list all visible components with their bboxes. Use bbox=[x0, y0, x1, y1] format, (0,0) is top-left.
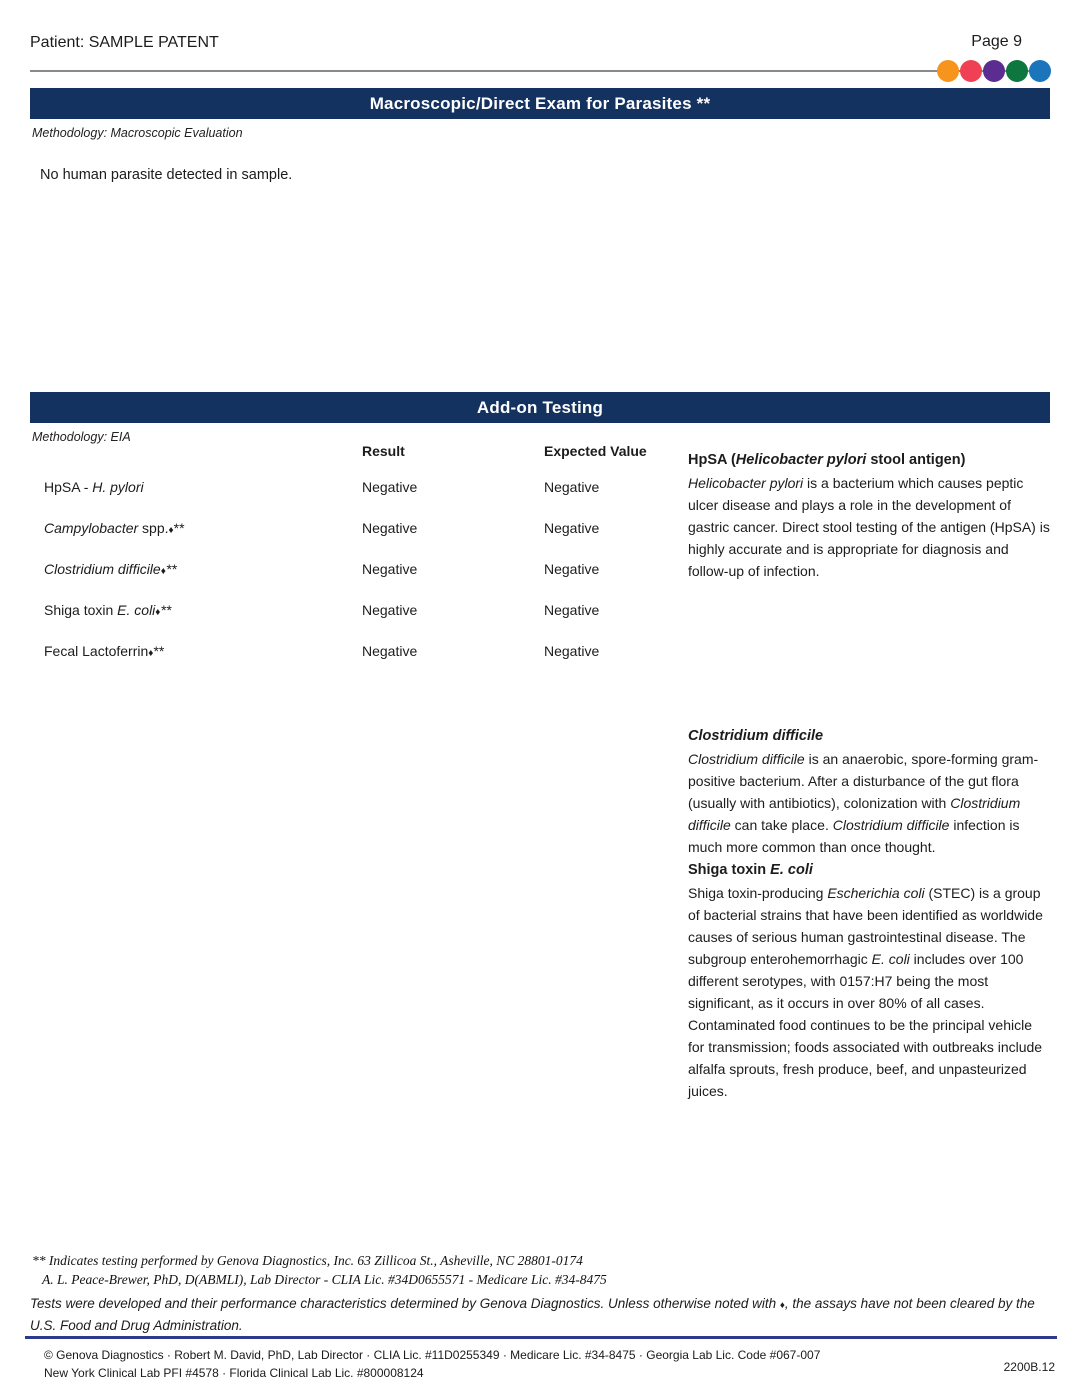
info-heading: Shiga toxin E. coli bbox=[688, 862, 813, 878]
brand-dots-icon bbox=[937, 60, 1051, 82]
result-value: Negative bbox=[362, 602, 418, 618]
addon-results-table bbox=[30, 443, 690, 684]
expected-value: Negative bbox=[544, 602, 600, 618]
info-body: Shiga toxin-producing Escherichia coli (STEC) is a group of bacterial strains that have been identified as worldwide causes of serious human gastrointestinal disease. The subgroup enterohemorrhagic E. coli includes over 100 different serotypes, with 0157:H7 being the most significant, as it occurs in over 80% of all cases. Contaminated food continues to be the principal vehicle for transmission; foods associated with outbreaks include alfalfa sprouts, fresh produce, beef, and unpasteurized juices. bbox=[688, 885, 1043, 1099]
table-row bbox=[44, 602, 690, 643]
header-divider bbox=[30, 70, 1050, 72]
info-heading: HpSA (Helicobacter pylori stool antigen) bbox=[688, 452, 966, 468]
expected-value: Negative bbox=[544, 561, 600, 577]
footer-license-line: © Genova Diagnostics · Robert M. David, PhD, Lab Director · CLIA Lic. #11D0255349 · Medicare Lic. #34-8475 · Georgia Lab Lic. Code #067-007 bbox=[44, 1348, 821, 1362]
result-value: Negative bbox=[362, 561, 418, 577]
expected-value: Negative bbox=[544, 479, 600, 495]
footer-state-license-line: New York Clinical Lab PFI #4578 · Florida Clinical Lab Lic. #800008124 bbox=[44, 1366, 424, 1380]
table-row bbox=[44, 520, 690, 561]
table-row bbox=[44, 643, 690, 684]
footer bbox=[25, 1336, 1057, 1382]
addon-methodology: Methodology: EIA bbox=[32, 430, 131, 444]
brand-dot-red-icon bbox=[960, 60, 982, 82]
result-value: Negative bbox=[362, 520, 418, 536]
test-name: Clostridium difficile♦** bbox=[44, 561, 177, 577]
patient-label: Patient: SAMPLE PATENT bbox=[30, 34, 219, 51]
brand-dot-blue-icon bbox=[1029, 60, 1051, 82]
footnote-fda-disclaimer: Tests were developed and their performance characteristics determined by Genova Diagnostics. Unless otherwise noted with ♦, the assays have not been cleared by the U.S. Food and Drug Administration. bbox=[30, 1296, 1035, 1333]
macroscopic-result-text: No human parasite detected in sample. bbox=[40, 167, 293, 183]
test-name: Fecal Lactoferrin♦** bbox=[44, 643, 165, 659]
expected-value: Negative bbox=[544, 520, 600, 536]
table-header-row bbox=[44, 443, 690, 479]
test-name: HpSA - H. pylori bbox=[44, 479, 144, 495]
brand-dot-orange-icon bbox=[937, 60, 959, 82]
test-name: Shiga toxin E. coli♦** bbox=[44, 602, 172, 618]
info-body: Helicobacter pylori is a bacterium which causes peptic ulcer disease and plays a role in the development of gastric cancer. Direct stool testing of the antigen (HpSA) is highly accurate and is appropriate for diagnosis and follow-up of infection. bbox=[688, 475, 1050, 579]
page-number: Page 9 bbox=[971, 33, 1022, 50]
footnote-lab-director: A. L. Peace-Brewer, PhD, D(ABMLI), Lab Director - CLIA Lic. #34D0655571 - Medicare Lic. #34-8475 bbox=[42, 1272, 607, 1287]
info-section-hpsa bbox=[688, 450, 1052, 582]
info-body: Clostridium difficile is an anaerobic, spore-forming gram-positive bacterium. After a disturbance of the gut flora (usually with antibiotics), colonization with Clostridium difficile can take place. Clostridium difficile infection is much more common than once thought. bbox=[688, 751, 1039, 855]
test-name: Campylobacter spp.♦** bbox=[44, 520, 185, 536]
brand-dot-green-icon bbox=[1006, 60, 1028, 82]
section-banner-addon: Add-on Testing bbox=[30, 392, 1050, 423]
info-heading: Clostridium difficile bbox=[688, 728, 824, 744]
form-code: 2200B.12 bbox=[1003, 1360, 1055, 1374]
macroscopic-methodology: Methodology: Macroscopic Evaluation bbox=[32, 126, 243, 140]
table-row bbox=[44, 561, 690, 602]
result-value: Negative bbox=[362, 643, 418, 659]
expected-value-header: Expected Value bbox=[544, 443, 647, 459]
result-header: Result bbox=[362, 443, 405, 459]
table-row bbox=[44, 479, 690, 520]
footnote-lab-address: ** Indicates testing performed by Genova Diagnostics, Inc. 63 Zillicoa St., Asheville, NC 28801-0174 bbox=[32, 1253, 583, 1268]
info-section-shiga bbox=[688, 860, 1052, 1102]
result-value: Negative bbox=[362, 479, 418, 495]
expected-value: Negative bbox=[544, 643, 600, 659]
info-section-cdifficile bbox=[688, 726, 1052, 858]
section-banner-macroscopic: Macroscopic/Direct Exam for Parasites ** bbox=[30, 88, 1050, 119]
brand-dot-purple-icon bbox=[983, 60, 1005, 82]
